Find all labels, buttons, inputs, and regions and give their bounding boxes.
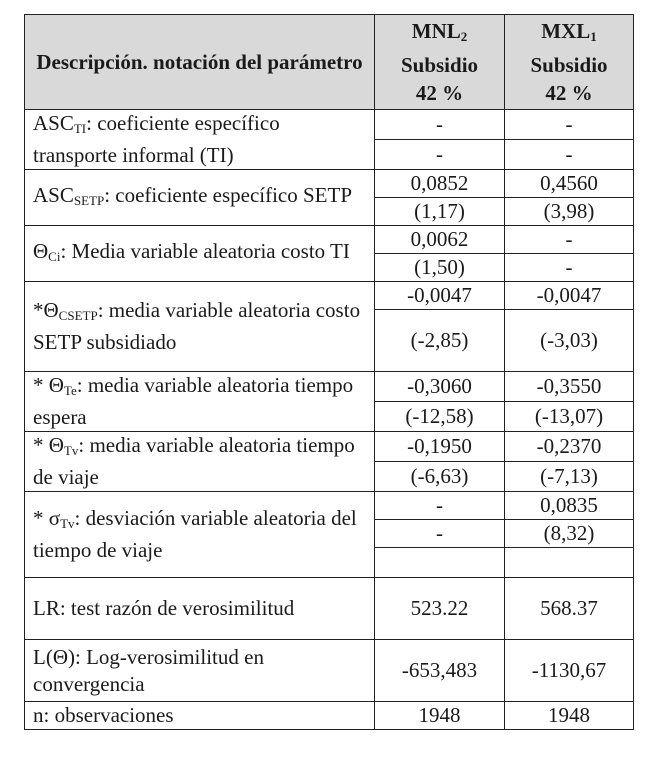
lr-mxl: 568.37 <box>505 578 634 640</box>
table-row <box>25 492 634 520</box>
row-lr-description: LR: test razón de verosimilitud <box>25 578 375 640</box>
header-mxl1 <box>505 15 634 110</box>
asc-ti-mnl-coef: - <box>375 110 505 140</box>
row-theta-te-description: * $\Theta_{Te}$: media variable aleatoria tiempo espera <box>25 372 375 432</box>
row-sigma-tv-description: * $\sigma_{Tv}$: desviación variable aleatoria del tiempo de viaje <box>25 492 375 578</box>
results-table-container <box>24 14 633 730</box>
theta-tv-mnl-t: (-6,63) <box>375 462 505 492</box>
row-theta-ci-description: $\Theta_{Ci}$: Media variable aleatoria costo TI <box>25 226 375 282</box>
table-row <box>25 110 634 140</box>
table-header-row <box>25 15 634 110</box>
table-row <box>25 226 634 254</box>
header-mnl2 <box>375 15 505 110</box>
table-row <box>25 640 634 702</box>
theta-te-mnl-coef: -0,3060 <box>375 372 505 402</box>
header-mxl1-sub: 1 <box>590 29 597 44</box>
row-theta-tv-description: * $\Theta_{Tv}$: media variable aleatoria tiempo de viaje <box>25 432 375 492</box>
theta-csetp-mxl-t: (-3,03) <box>505 310 634 372</box>
theta-te-mnl-t: (-12,58) <box>375 402 505 432</box>
lr-mnl: 523.22 <box>375 578 505 640</box>
row-loglik-description: L(Θ): Log-verosimilitud en convergencia <box>25 640 375 702</box>
theta-te-mxl-t: (-13,07) <box>505 402 634 432</box>
header-mnl2-model: MNL <box>411 19 461 43</box>
theta-te-mxl-coef: -0,3550 <box>505 372 634 402</box>
row-asc-ti-description: $ASC_{TI}$: coeficiente específico transporte informal (TI) <box>25 110 375 170</box>
asc-setp-mxl-coef: 0,4560 <box>505 170 634 198</box>
table-row <box>25 170 634 198</box>
header-mnl2-percent: 42 % <box>415 81 464 105</box>
row-n-description: n: observaciones <box>25 702 375 730</box>
sigma-tv-mnl-t: - <box>375 520 505 548</box>
theta-ci-mnl-coef: 0,0062 <box>375 226 505 254</box>
header-mxl1-subsidy: Subsidio <box>530 53 608 77</box>
sigma-tv-empty-mnl <box>375 548 505 578</box>
theta-csetp-mnl-t: (-2,85) <box>375 310 505 372</box>
theta-tv-mxl-coef: -0,2370 <box>505 432 634 462</box>
table-row <box>25 372 634 402</box>
header-mxl1-model: MXL <box>541 19 591 43</box>
header-mxl1-percent: 42 % <box>545 81 593 105</box>
asc-setp-mxl-t: (3,98) <box>505 198 634 226</box>
theta-csetp-mnl-coef: -0,0047 <box>375 282 505 310</box>
asc-ti-mxl-t: - <box>505 140 634 170</box>
theta-csetp-mxl-coef: -0,0047 <box>505 282 634 310</box>
loglik-mnl: -653,483 <box>375 640 505 702</box>
header-mnl2-sub: 2 <box>460 29 468 44</box>
sigma-tv-empty-mxl <box>505 548 634 578</box>
row-asc-setp-description: $ASC_{SETP}$: coeficiente específico SETP <box>25 170 375 226</box>
theta-tv-mnl-coef: -0,1950 <box>375 432 505 462</box>
table-row <box>25 282 634 310</box>
table-row <box>25 432 634 462</box>
loglik-mxl: -1130,67 <box>505 640 634 702</box>
theta-ci-mnl-t: (1,50) <box>375 254 505 282</box>
theta-tv-mxl-t: (-7,13) <box>505 462 634 492</box>
table-row <box>25 702 634 730</box>
asc-ti-mnl-t: - <box>375 140 505 170</box>
n-mxl: 1948 <box>505 702 634 730</box>
asc-setp-mnl-t: (1,17) <box>375 198 505 226</box>
table-row <box>25 578 634 640</box>
theta-ci-mxl-coef: - <box>505 226 634 254</box>
n-mnl: 1948 <box>375 702 505 730</box>
header-description: Descripción. notación del parámetro <box>25 15 375 110</box>
asc-setp-mnl-coef: 0,0852 <box>375 170 505 198</box>
parameter-estimates-table <box>24 14 634 730</box>
asc-ti-mxl-coef: - <box>505 110 634 140</box>
theta-ci-mxl-t: - <box>505 254 634 282</box>
sigma-tv-mnl-coef: - <box>375 492 505 520</box>
header-mnl2-subsidy: Subsidio <box>400 53 479 77</box>
row-theta-csetp-description: $*\Theta_{CSETP}$: media variable aleatoria costo SETP subsidiado <box>25 282 375 372</box>
sigma-tv-mxl-t: (8,32) <box>505 520 634 548</box>
sigma-tv-mxl-coef: 0,0835 <box>505 492 634 520</box>
